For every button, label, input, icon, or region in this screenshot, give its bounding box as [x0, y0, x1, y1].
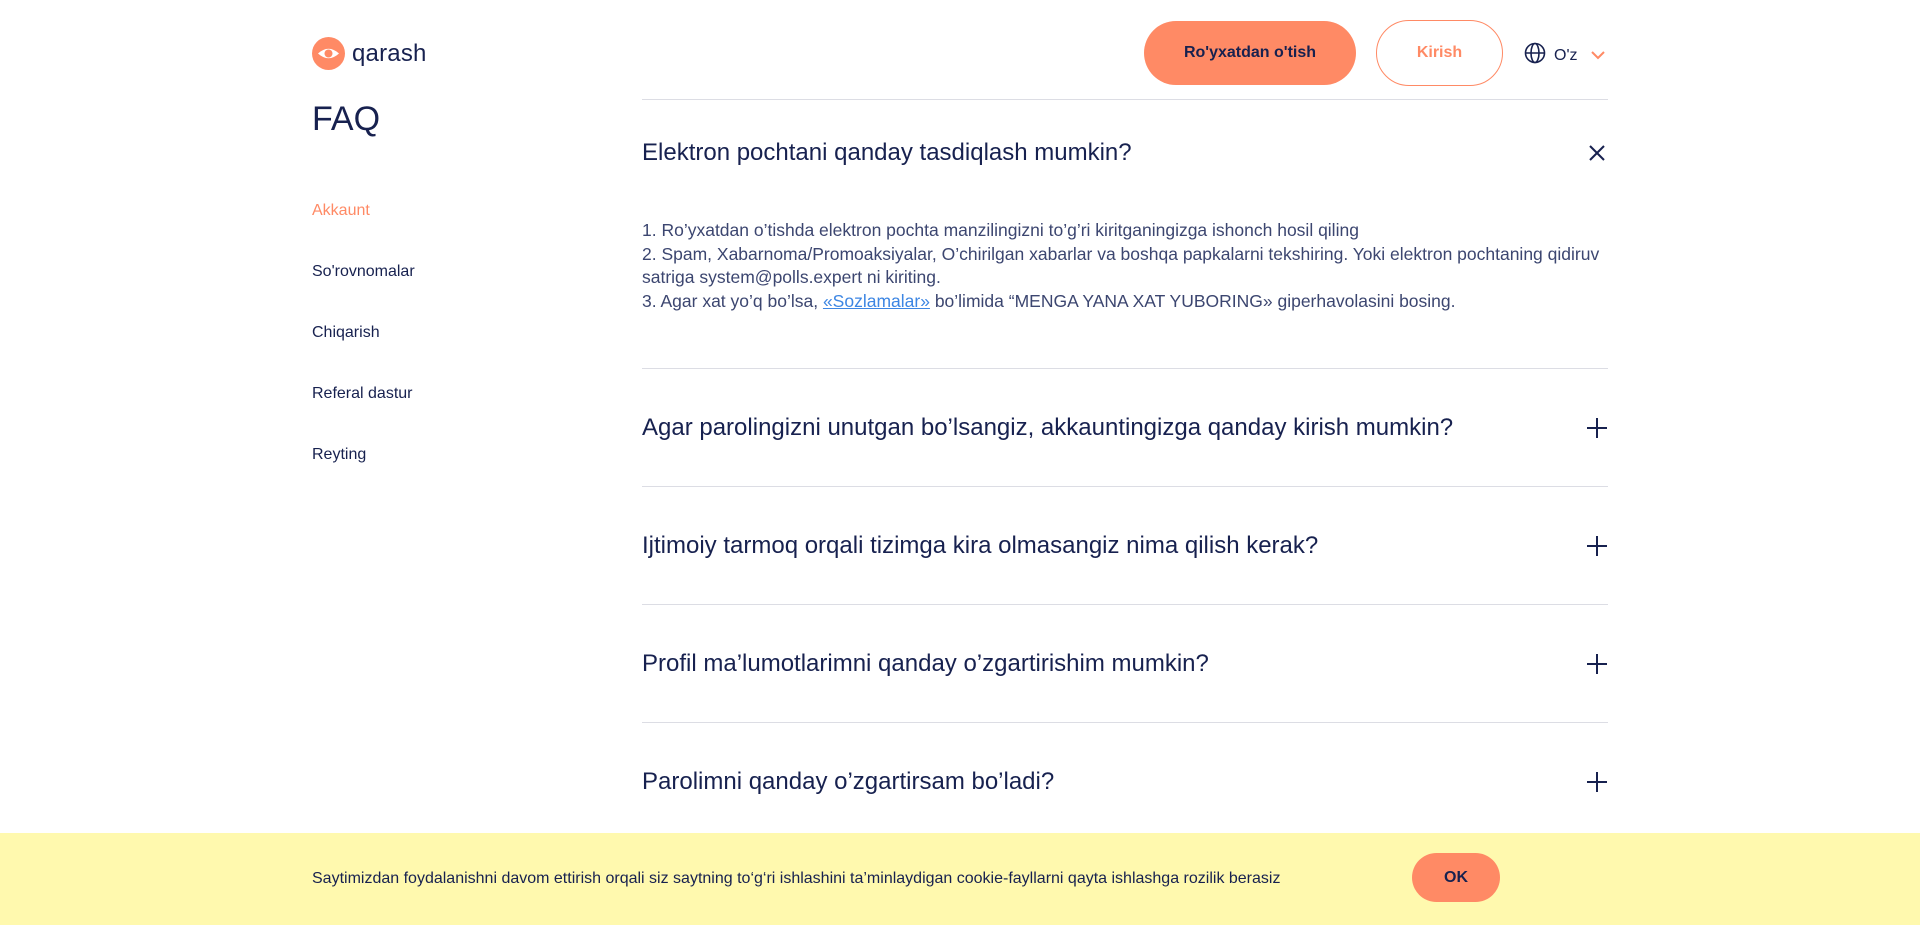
faq-question-header[interactable] [642, 100, 1608, 206]
login-button[interactable]: Kirish [1376, 20, 1503, 86]
plus-icon[interactable] [1586, 771, 1608, 793]
globe-icon [1524, 42, 1546, 69]
plus-icon[interactable] [1586, 653, 1608, 675]
faq-sidebar [312, 202, 415, 507]
logo[interactable] [312, 37, 427, 70]
faq-answer [642, 206, 1608, 368]
close-icon[interactable] [1586, 142, 1608, 164]
answer-text: 3. Agar xat yo’q bo’lsa, [642, 290, 823, 311]
answer-line [642, 290, 1608, 314]
sidebar-item-chiqarish[interactable]: Chiqarish [312, 324, 380, 341]
settings-link[interactable]: «Sozlamalar» [822, 290, 930, 311]
faq-question: Profil ma’lumotlarimni qanday o’zgartirishim mumkin? [642, 649, 1209, 677]
logo-text: qarash [352, 39, 427, 67]
sidebar-item-sorovnomalar[interactable]: So'rovnomalar [312, 263, 415, 280]
cookie-banner [0, 833, 1920, 925]
faq-question-header[interactable] [642, 369, 1608, 486]
language-selector[interactable] [1524, 42, 1606, 69]
faq-item [642, 723, 1608, 840]
chevron-down-icon [1590, 47, 1606, 65]
faq-question-header[interactable] [642, 605, 1608, 722]
faq-question: Parolimni qanday o’zgartirsam bo’ladi? [642, 767, 1055, 795]
sidebar-item-reyting[interactable]: Reyting [312, 446, 367, 463]
page-title: FAQ [312, 100, 381, 138]
faq-question: Agar parolingizni unutgan bo’lsangiz, akkauntingizga qanday kirish mumkin? [642, 413, 1454, 441]
faq-item [642, 487, 1608, 604]
faq-question-header[interactable] [642, 723, 1608, 840]
faq-question: Elektron pochtani qanday tasdiqlash mumkin? [642, 139, 1132, 166]
faq-item [642, 369, 1608, 486]
answer-line: 1. Ro’yxatdan o’tishda elektron pochta manzilingizni to’g’ri kiritganingizga ishonch hosil qiling [642, 220, 1359, 240]
faq-question: Ijtimoiy tarmoq orqali tizimga kira olmasangiz nima qilish kerak? [642, 531, 1319, 559]
answer-text: bo’limida “MENGA YANA XAT YUBORING» giperhavolasini bosing. [929, 290, 1456, 311]
register-button[interactable]: Ro'yxatdan o'tish [1144, 21, 1356, 85]
language-label: O'z [1554, 46, 1578, 64]
faq-item [642, 100, 1608, 368]
sidebar-item-akkaunt[interactable]: Akkaunt [312, 202, 370, 219]
faq-item [642, 605, 1608, 722]
eye-icon [312, 37, 345, 70]
cookie-ok-button[interactable]: OK [1412, 853, 1500, 902]
cookie-text: Saytimizdan foydalanishni davom ettirish orqali siz saytning to‘g‘ri ishlashini ta’minlaydigan cookie-fayllarni qayta ishlashga rozilik berasiz [312, 870, 1281, 887]
plus-icon[interactable] [1586, 535, 1608, 557]
faq-list [642, 99, 1608, 840]
answer-line: 2. Spam, Xabarnoma/Promoaksiyalar, O’chirilgan xabarlar va boshqa papkalarni tekshiring. Yoki elektron pochtaning qidiruv satriga system@polls.expert ni kiriting. [642, 243, 1600, 287]
sidebar-item-referal-dastur[interactable]: Referal dastur [312, 385, 413, 402]
plus-icon[interactable] [1586, 417, 1608, 439]
faq-question-header[interactable] [642, 487, 1608, 604]
